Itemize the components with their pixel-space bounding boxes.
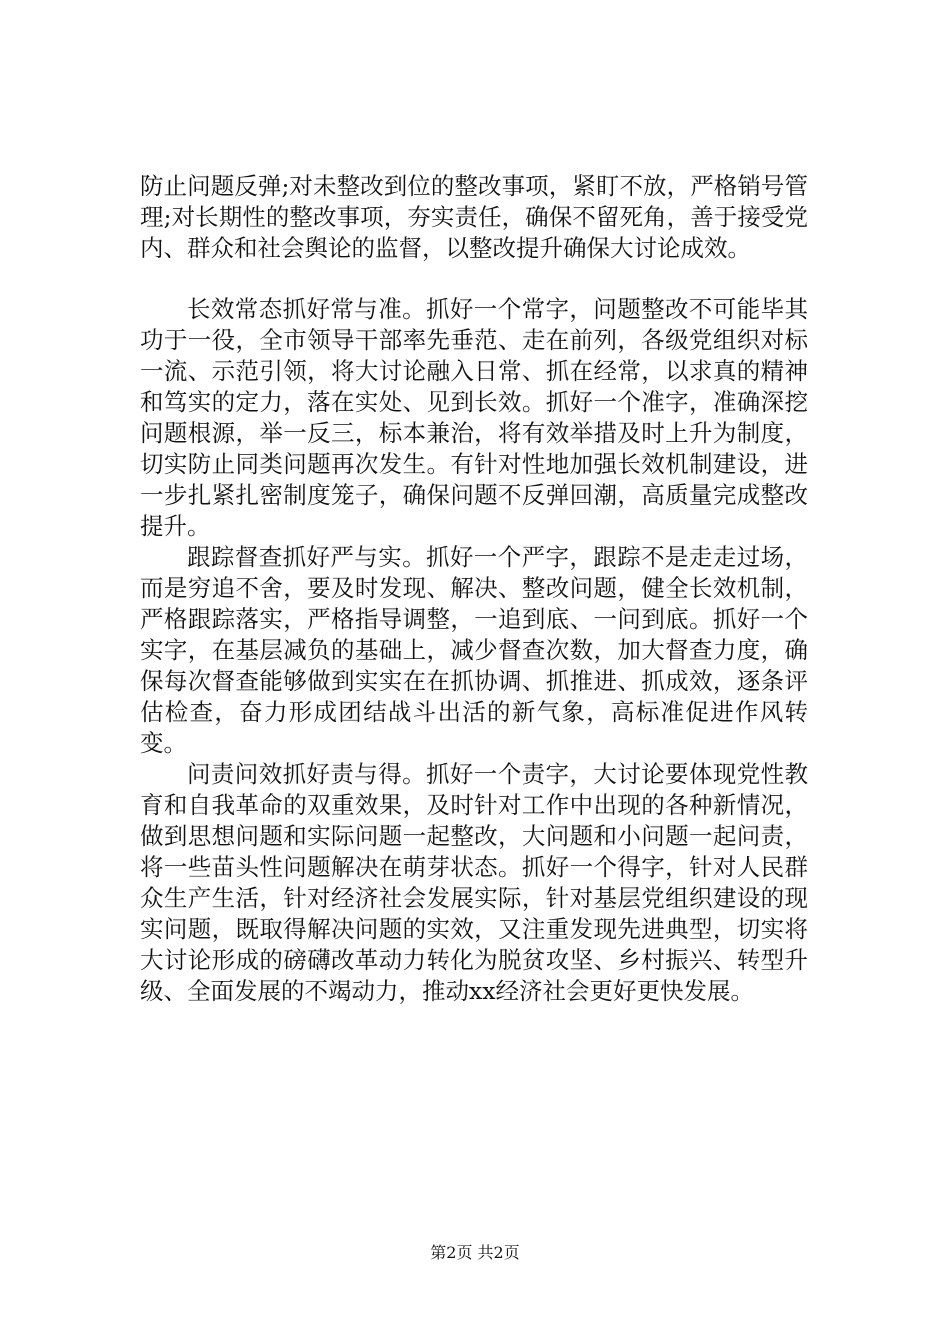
paragraph-wenze: 问责问效抓好责与得。抓好一个责字，大讨论要体现党性教育和自我革命的双重效果，及时针对工作中出现的各种新情况，做到思想问题和实际问题一起整改，大问题和小问题一起问责，将一些苗头性问题解决在萌芽状态。抓好一个得字，针对人民群众生产生活，针对经济社会发展实际，针对基层党组织建设的现实问题，既取得解决问题的实效，又注重发现先进典型，切实将大讨论形成的磅礴改革动力转化为脱贫攻坚、乡村振兴、转型升级、全面发展的不竭动力，推动xx经济社会更好更快发展。: [140, 760, 808, 1005]
paragraph-genzong: 跟踪督查抓好严与实。抓好一个严字，跟踪不是走走过场，而是穷追不舍，要及时发现、解决、整改问题，健全长效机制，严格跟踪落实，严格指导调整，一追到底、一问到底。抓好一个实字，在基层减负的基础上，减少督查次数，加大督查力度，确保每次督查能够做到实实在在抓协调、抓推进、抓成效，逐条评估检查，奋力形成团结战斗出活的新气象，高标准促进作风转变。: [140, 543, 808, 757]
paragraph-changxiao: 长效常态抓好常与准。抓好一个常字，问题整改不可能毕其功于一役，全市领导干部率先垂范、走在前列，各级党组织对标一流、示范引领，将大讨论融入日常、抓在经常，以求真的精神和笃实的定力，落在实处、见到长效。抓好一个准字，准确深挖问题根源，举一反三，标本兼治，将有效举措及时上升为制度，切实防止同类问题再次发生。有针对性地加强长效机制建设，进一步扎紧扎密制度笼子，确保问题不反弹回潮，高质量完成整改提升。: [140, 295, 808, 540]
page-footer: 第2页 共2页: [430, 1243, 520, 1262]
paragraph-continuation: 防止问题反弹;对未整改到位的整改事项，紧盯不放，严格销号管理;对长期性的整改事项，夯实责任，确保不留死角，善于接受党内、群众和社会舆论的监督，以整改提升确保大讨论成效。: [140, 172, 808, 262]
document-body: [140, 171, 808, 1007]
paragraph-gap: [140, 264, 808, 294]
